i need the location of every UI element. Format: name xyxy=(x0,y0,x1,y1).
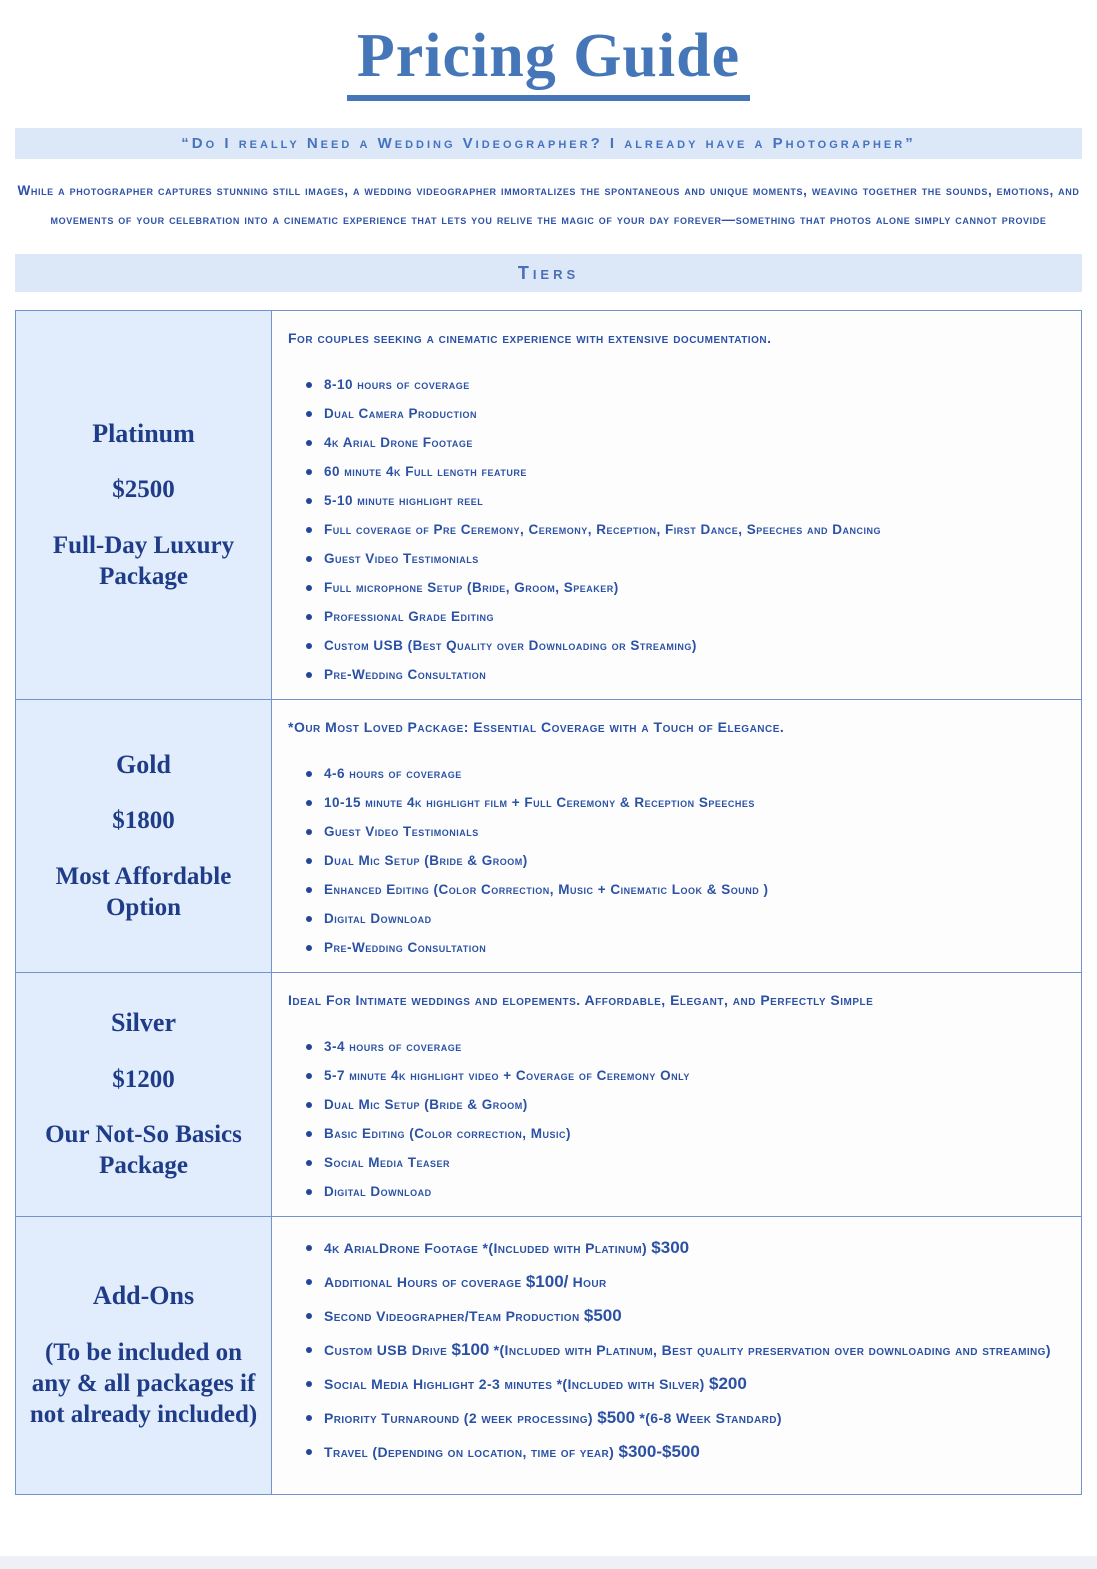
feature-text-segment: *(Included with Platinum, Best quality preservation over downloading and streaming) xyxy=(489,1342,1051,1359)
tier-price: $1200 xyxy=(112,1065,175,1093)
bullet-icon xyxy=(306,469,312,475)
bullet-icon xyxy=(306,1131,312,1137)
feature-item xyxy=(288,631,1075,660)
feature-text-segment: Pre-Wedding Consultation xyxy=(324,667,487,683)
feature-item xyxy=(288,399,1075,428)
quote-banner-text: “Do I really Need a Wedding Videographer? I already have a Photographer” xyxy=(181,135,916,153)
feature-text xyxy=(324,1299,1075,1333)
feature-text-segment: Dual Camera Production xyxy=(324,406,477,422)
bullet-icon xyxy=(306,614,312,620)
feature-text xyxy=(324,1032,1075,1061)
feature-text-segment: Custom USB (Best Quality over Downloading or Streaming) xyxy=(324,638,697,654)
feature-item xyxy=(288,428,1075,457)
tier-details-cell-gold xyxy=(272,700,1081,972)
tier-label-cell-platinum xyxy=(16,311,272,699)
feature-text xyxy=(324,602,1075,631)
tier-intro: *Our Most Loved Package: Essential Coverage with a Touch of Elegance. xyxy=(288,719,785,736)
feature-text xyxy=(324,788,1075,817)
feature-text xyxy=(324,1231,1075,1265)
feature-text xyxy=(324,1148,1075,1177)
feature-text-segment: 4k Arial Drone Footage xyxy=(324,435,473,451)
feature-item xyxy=(288,1401,1075,1435)
feature-text-segment: Social Media Highlight 2-3 minutes *(Included with Silver) xyxy=(324,1376,709,1393)
price-value: $500 xyxy=(597,1408,636,1428)
tier-row-platinum xyxy=(16,311,1081,699)
tier-name: Platinum xyxy=(92,418,195,448)
feature-text-segment: 8-10 hours of coverage xyxy=(324,377,470,393)
feature-text xyxy=(324,759,1075,788)
price-value: $500 xyxy=(583,1306,622,1326)
feature-text-segment: Custom USB Drive xyxy=(324,1342,452,1359)
price-value: $300 xyxy=(651,1238,690,1258)
feature-text xyxy=(324,1265,1075,1299)
feature-text xyxy=(324,370,1075,399)
tiers-header-text: Tiers xyxy=(517,262,580,283)
feature-text xyxy=(324,817,1075,846)
feature-text xyxy=(324,660,1075,689)
price-value: $300-$500 xyxy=(618,1442,700,1462)
feature-item xyxy=(288,1177,1075,1206)
feature-item xyxy=(288,660,1075,689)
bullet-icon xyxy=(306,829,312,835)
tier-name: Gold xyxy=(116,749,171,779)
feature-text xyxy=(324,573,1075,602)
bullet-icon xyxy=(306,1381,312,1387)
bullet-icon xyxy=(306,1044,312,1050)
feature-text xyxy=(324,933,1075,962)
tiers-section-header xyxy=(15,254,1082,292)
feature-text xyxy=(324,1090,1075,1119)
bullet-icon xyxy=(306,887,312,893)
tier-price: $2500 xyxy=(112,476,175,504)
intro-paragraph: While a photographer captures stunning still images, a wedding videographer immortalizes the spontaneous and unique moments, weaving together the sounds, emotions, and movements of your celebration into a cinematic experience that lets you relive the magic of your day forever—something that photos alone simply cannot provide xyxy=(17,183,1080,228)
tiers-table xyxy=(15,310,1082,1495)
title-wrap xyxy=(0,24,1097,101)
bullet-icon xyxy=(306,945,312,951)
feature-text-segment: Additional Hours of coverage xyxy=(324,1274,526,1291)
next-section-strip xyxy=(0,1556,1097,1569)
feature-text xyxy=(324,1367,1075,1401)
tier-intro: Ideal For Intimate weddings and elopements. Affordable, Elegant, and Perfectly Simple xyxy=(288,992,874,1009)
price-value: $100 xyxy=(451,1340,490,1360)
bullet-icon xyxy=(306,858,312,864)
tier-label-cell-silver xyxy=(16,973,272,1216)
feature-text xyxy=(324,904,1075,933)
feature-text xyxy=(324,631,1075,660)
feature-text-segment: 10-15 minute 4k highlight film + Full Ceremony & Reception Speeches xyxy=(324,795,755,811)
feature-item xyxy=(288,544,1075,573)
feature-text xyxy=(324,1435,1075,1469)
feature-item xyxy=(288,1231,1075,1265)
bullet-icon xyxy=(306,527,312,533)
feature-item xyxy=(288,573,1075,602)
feature-text xyxy=(324,875,1075,904)
feature-text-segment: Hour xyxy=(568,1274,607,1291)
feature-text-segment: Full coverage of Pre Ceremony, Ceremony, Reception, First Dance, Speeches and Dancing xyxy=(324,522,882,538)
bullet-icon xyxy=(306,1102,312,1108)
feature-text xyxy=(324,1333,1075,1367)
feature-text xyxy=(324,515,1075,544)
bullet-icon xyxy=(306,382,312,388)
feature-text xyxy=(324,1401,1075,1435)
feature-list xyxy=(288,1032,1075,1206)
feature-item xyxy=(288,515,1075,544)
tier-label-cell-gold xyxy=(16,700,272,972)
feature-text-segment: Guest Video Testimonials xyxy=(324,824,479,840)
page-title: Pricing Guide xyxy=(347,24,750,101)
feature-text-segment: 4-6 hours of coverage xyxy=(324,766,462,782)
feature-text-segment: Basic Editing (Color correction, Music) xyxy=(324,1126,571,1142)
bullet-icon xyxy=(306,643,312,649)
feature-text-segment: 60 minute 4k Full length feature xyxy=(324,464,527,480)
feature-text xyxy=(324,1119,1075,1148)
feature-item xyxy=(288,1299,1075,1333)
tier-tagline: Most Affordable Option xyxy=(55,862,232,921)
feature-text-segment: Travel (Depending on location, time of year) xyxy=(324,1444,619,1461)
feature-text-segment: Digital Download xyxy=(324,911,432,927)
feature-text xyxy=(324,1177,1075,1206)
feature-item xyxy=(288,1119,1075,1148)
bullet-icon xyxy=(306,672,312,678)
feature-item xyxy=(288,788,1075,817)
feature-text-segment: Social Media Teaser xyxy=(324,1155,451,1171)
feature-text-segment: Digital Download xyxy=(324,1184,432,1200)
tier-details-cell-silver xyxy=(272,973,1081,1216)
tier-tagline: Full-Day Luxury Package xyxy=(52,531,235,590)
feature-item xyxy=(288,1435,1075,1469)
feature-text-segment: Full microphone Setup (Bride, Groom, Speaker) xyxy=(324,580,619,596)
quote-banner xyxy=(15,128,1082,159)
bullet-icon xyxy=(306,585,312,591)
bullet-icon xyxy=(306,1189,312,1195)
feature-list xyxy=(288,370,1075,689)
tier-name: Silver xyxy=(111,1008,176,1038)
feature-item xyxy=(288,846,1075,875)
bullet-icon xyxy=(306,440,312,446)
feature-text-segment: Dual Mic Setup (Bride & Groom) xyxy=(324,1097,528,1113)
tier-price: $1800 xyxy=(112,807,175,835)
feature-item xyxy=(288,875,1075,904)
bullet-icon xyxy=(306,771,312,777)
tier-tagline: (To be included on any & all packages if not already included) xyxy=(29,1338,258,1429)
bullet-icon xyxy=(306,1073,312,1079)
feature-text-segment: Priority Turnaround (2 week processing) xyxy=(324,1410,598,1427)
bullet-icon xyxy=(306,1347,312,1353)
tier-details-cell-addons xyxy=(272,1217,1081,1494)
bullet-icon xyxy=(306,556,312,562)
bullet-icon xyxy=(306,916,312,922)
feature-text-segment: Second Videographer/Team Production xyxy=(324,1308,584,1325)
feature-list xyxy=(288,1231,1075,1469)
tier-tagline: Our Not-So Basics Package xyxy=(45,1121,242,1180)
tier-row-gold xyxy=(16,699,1081,972)
feature-text-segment: 5-7 minute 4k highlight video + Coverage of Ceremony Only xyxy=(324,1068,690,1084)
feature-item xyxy=(288,1148,1075,1177)
feature-text xyxy=(324,846,1075,875)
feature-item xyxy=(288,1090,1075,1119)
tier-name: Add-Ons xyxy=(92,1281,195,1311)
feature-item xyxy=(288,1367,1075,1401)
feature-item xyxy=(288,457,1075,486)
bullet-icon xyxy=(306,498,312,504)
feature-text-segment: Professional Grade Editing xyxy=(324,609,495,625)
feature-item xyxy=(288,1061,1075,1090)
feature-item xyxy=(288,759,1075,788)
bullet-icon xyxy=(306,411,312,417)
feature-text-segment: 3-4 hours of coverage xyxy=(324,1039,462,1055)
tier-intro: For couples seeking a cinematic experience with extensive documentation. xyxy=(288,330,772,347)
feature-text-segment: *(6-8 Week Standard) xyxy=(635,1410,782,1427)
feature-text-segment: Guest Video Testimonials xyxy=(324,551,479,567)
bullet-icon xyxy=(306,1245,312,1251)
feature-text-segment: Pre-Wedding Consultation xyxy=(324,940,487,956)
bullet-icon xyxy=(306,1449,312,1455)
price-value: $100/ xyxy=(525,1272,569,1292)
feature-text-segment: 4k ArialDrone Footage *(Included with Platinum) xyxy=(324,1240,652,1257)
feature-text xyxy=(324,544,1075,573)
feature-text xyxy=(324,399,1075,428)
tier-label-cell-addons xyxy=(16,1217,272,1494)
bullet-icon xyxy=(306,1313,312,1319)
feature-text xyxy=(324,428,1075,457)
feature-item xyxy=(288,817,1075,846)
bullet-icon xyxy=(306,800,312,806)
bullet-icon xyxy=(306,1160,312,1166)
feature-list xyxy=(288,759,1075,962)
bullet-icon xyxy=(306,1279,312,1285)
tier-details-cell-platinum xyxy=(272,311,1081,699)
feature-item xyxy=(288,602,1075,631)
tier-row-addons xyxy=(16,1216,1081,1494)
feature-text-segment: Enhanced Editing (Color Correction, Music + Cinematic Look & Sound ) xyxy=(324,882,769,898)
feature-text-segment: 5-10 minute highlight reel xyxy=(324,493,484,509)
feature-item xyxy=(288,1265,1075,1299)
feature-text xyxy=(324,1061,1075,1090)
feature-item xyxy=(288,370,1075,399)
feature-item xyxy=(288,1333,1075,1367)
feature-item xyxy=(288,486,1075,515)
feature-item xyxy=(288,904,1075,933)
tier-row-silver xyxy=(16,972,1081,1216)
feature-item xyxy=(288,933,1075,962)
feature-text xyxy=(324,457,1075,486)
bullet-icon xyxy=(306,1415,312,1421)
price-value: $200 xyxy=(708,1374,747,1394)
feature-text-segment: Dual Mic Setup (Bride & Groom) xyxy=(324,853,528,869)
feature-text xyxy=(324,486,1075,515)
feature-item xyxy=(288,1032,1075,1061)
